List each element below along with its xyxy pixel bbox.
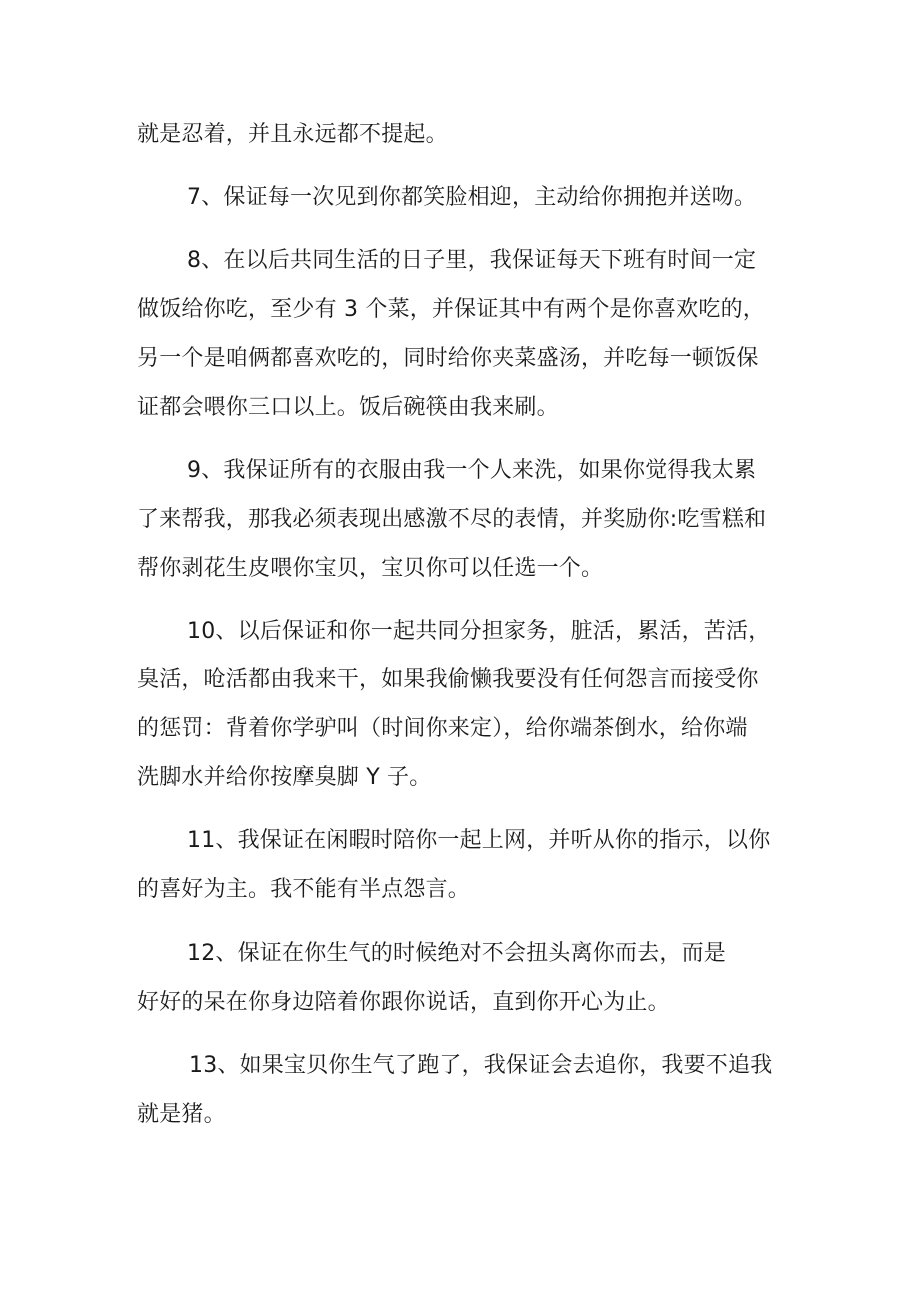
text-line: 10、以后保证和你一起共同分担家务，脏活，累活，苦活，	[187, 619, 771, 644]
text-line: 就是猪。	[137, 1102, 226, 1127]
text-line: 好好的呆在你身边陪着你跟你说话，直到你开心为止。	[137, 990, 670, 1015]
text-line: 7、保证每一次见到你都笑脸相迎，主动给你拥抱并送吻。	[187, 185, 757, 210]
text-line: 就是忍着，并且永远都不提起。	[137, 122, 448, 147]
text-line: 的惩罚：背着你学驴叫（时间你来定），给你端茶倒水，给你端	[137, 716, 748, 741]
text-line: 洗脚水并给你按摩臭脚 Y 子。	[137, 765, 432, 790]
text-line: 做饭给你吃，至少有 3 个菜，并保证其中有两个是你喜欢吃的，	[137, 297, 765, 322]
text-line: 11、我保证在闲暇时陪你一起上网，并听从你的指示，以你	[187, 828, 771, 853]
text-line: 13、如果宝贝你生气了跑了，我保证会去追你，我要不追我	[189, 1053, 773, 1078]
text-line: 了来帮我，那我必须表现出感激不尽的表情，并奖励你:吃雪糕和	[137, 507, 767, 532]
text-line: 证都会喂你三口以上。饭后碗筷由我来刷。	[137, 395, 559, 420]
text-line: 8、在以后共同生活的日子里，我保证每天下班有时间一定	[187, 248, 757, 273]
text-line: 另一个是咱俩都喜欢吃的，同时给你夹菜盛汤，并吃每一顿饭保	[137, 346, 759, 371]
text-line: 的喜好为主。我不能有半点怨言。	[137, 877, 471, 902]
text-line: 臭活，呛活都由我来干，如果我偷懒我要没有任何怨言而接受你	[137, 667, 759, 692]
text-line: 帮你剥花生皮喂你宝贝，宝贝你可以任选一个。	[137, 556, 604, 581]
text-line: 12、保证在你生气的时候绝对不会扭头离你而去，而是	[187, 941, 726, 966]
text-line: 9、我保证所有的衣服由我一个人来洗，如果你觉得我太累	[187, 458, 757, 483]
